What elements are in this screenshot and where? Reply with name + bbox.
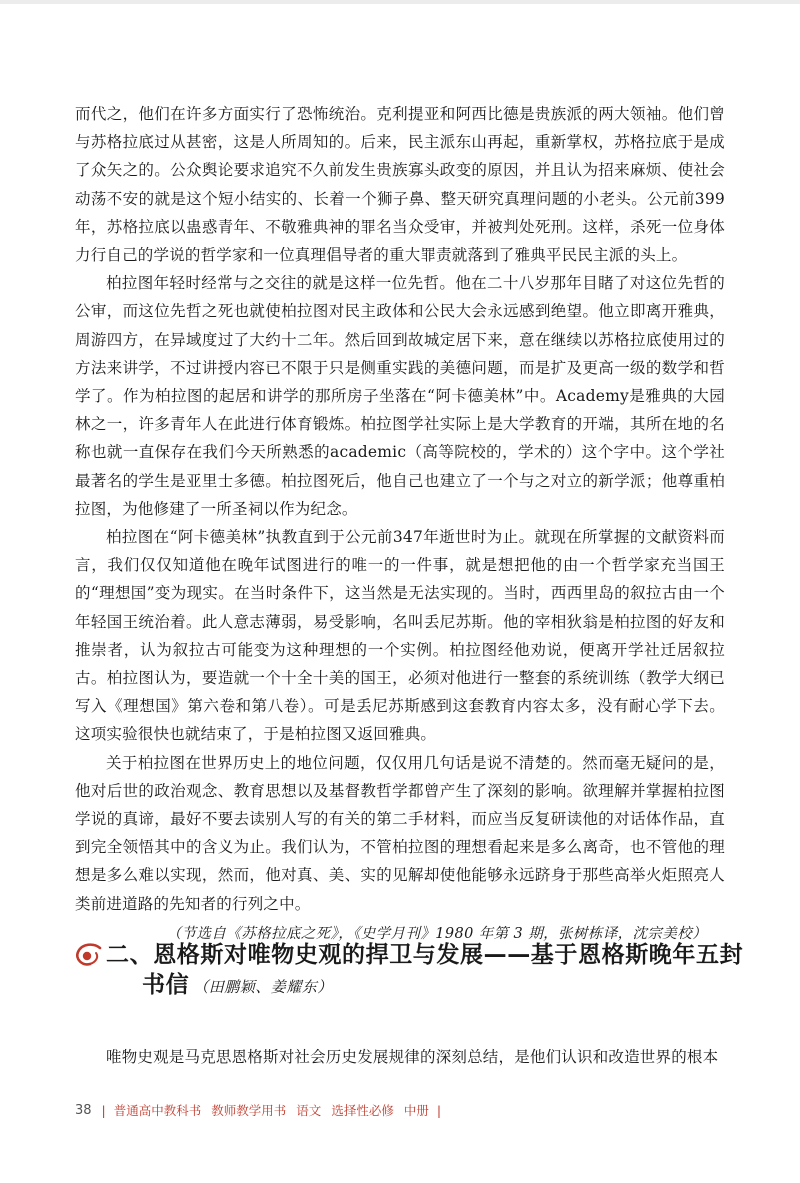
top-edge-strip	[0, 0, 800, 4]
footer-volume: 中册	[403, 1103, 429, 1118]
footer-book-type: 普通高中教科书	[113, 1103, 202, 1118]
footer-separator-end: |	[436, 1102, 442, 1118]
footer-book-kind: 教师教学用书	[211, 1103, 287, 1118]
section-title-tail: 书信	[142, 972, 190, 998]
footer-separator: |	[101, 1102, 106, 1118]
footer-subject: 语文	[296, 1103, 322, 1118]
section-paragraph-1: 唯物史观是马克思恩格斯对社会历史发展规律的深刻总结，是他们认识和改造世界的根本	[106, 1048, 719, 1066]
section-body	[75, 1043, 725, 1071]
section-marker-icon	[74, 942, 104, 968]
article-paragraph-4: 关于柏拉图在世界历史上的地位问题，仅仅用几句话是说不清楚的。然而毫无疑问的是，他对后世的政治观念、教育思想以及基督教哲学都曾产生了深刻的影响。欲理解并掌握柏拉图学说的真谛，最好不要去读别人写的有关的第二手材料，而应当反复研读他的对话体作品，直到完全领悟其中的含义为止。我们认为，不管柏拉图的理想看起来是多么离奇，也不管他的理想是多么难以实现，然而，他对真、美、实的见解却使他能够永远跻身于那些高举火炬照亮人类前进道路的先知者的行列之中。	[75, 753, 725, 913]
article-body	[75, 100, 725, 948]
section-title-continued	[142, 970, 333, 1000]
article-paragraph-2: 柏拉图年轻时经常与之交往的就是这样一位先哲。他在二十八岁那年目睹了对这位先哲的公审，而这位先哲之死也就使柏拉图对民主政体和公民大会永远感到绝望。他立即离开雅典，周游四方，在异域度过了大约十二年。然后回到故城定居下来，意在继续以苏格拉底使用过的方法来讲学，不过讲授内容已不限于只是侧重实践的美德问题，而是扩及更高一级的数学和哲学了。作为柏拉图的起居和讲学的那所房子坐落在“阿卡德美林”中。Academy是雅典的大园林之一，许多青年人在此进行体育锻炼。柏拉图学社实际上是大学教育的开端，其所在地的名称也就一直保存在我们今天所熟悉的academic（高等院校的，学术的）这个字中。这个学社最著名的学生是亚里士多德。柏拉图死后，他自己也建立了一个与之对立的新学派；他尊重柏拉图，为他修建了一所圣祠以作为纪念。	[75, 274, 725, 518]
article-paragraph-3: 柏拉图在“阿卡德美林”执教直到于公元前347年逝世时为止。就现在所掌握的文献资料而言，我们仅仅知道他在晚年试图进行的唯一的一件事，就是想把他的由一个哲学家充当国王的“理想国”变为现实。在当时条件下，这当然是无法实现的。当时，西西里岛的叙拉古由一个年轻国王统治着。此人意志薄弱，易受影响，名叫丢尼苏斯。他的宰相狄翁是柏拉图的好友和推崇者，认为叙拉古可能变为这种理想的一个实例。柏拉图经他劝说，便离开学社迁居叙拉古。柏拉图认为，要造就一个十全十美的国王，必须对他进行一整套的系统训练（教学大纲已写入《理想国》第六卷和第八卷）。可是丢尼苏斯感到这套教育内容太多，没有耐心学下去。这项实验很快也就结束了，于是柏拉图又返回雅典。	[75, 528, 725, 744]
source-citation: （节选自《苏格拉底之死》，《史学月刊》1980 年第 3 期，张树栋译，沈宗美校）	[166, 925, 707, 942]
section-title: 二、恩格斯对唯物史观的捍卫与发展——基于恩格斯晚年五封	[106, 942, 744, 968]
page-number: 38	[75, 1102, 92, 1118]
footer-course: 选择性必修	[331, 1103, 394, 1118]
page-footer	[75, 1098, 441, 1122]
section-authors: （田鹏颖、姜耀东）	[193, 978, 333, 996]
article-paragraph-1: 而代之，他们在许多方面实行了恐怖统治。克利提亚和阿西比德是贵族派的两大领袖。他们曾与苏格拉底过从甚密，这是人所周知的。后来，民主派东山再起，重新掌权，苏格拉底于是成了众矢之的。公众舆论要求追究不久前发生贵族寡头政变的原因，并且认为招来麻烦、使社会动荡不安的就是这个短小结实的、长着一个狮子鼻、整天研究真理问题的小老头。公元前399年，苏格拉底以蛊惑青年、不敬雅典神的罪名当众受审，并被判处死刑。这样，杀死一位身体力行自己的学说的哲学家和一位真理倡导者的重大罪责就落到了雅典平民民主派的头上。	[75, 105, 725, 265]
